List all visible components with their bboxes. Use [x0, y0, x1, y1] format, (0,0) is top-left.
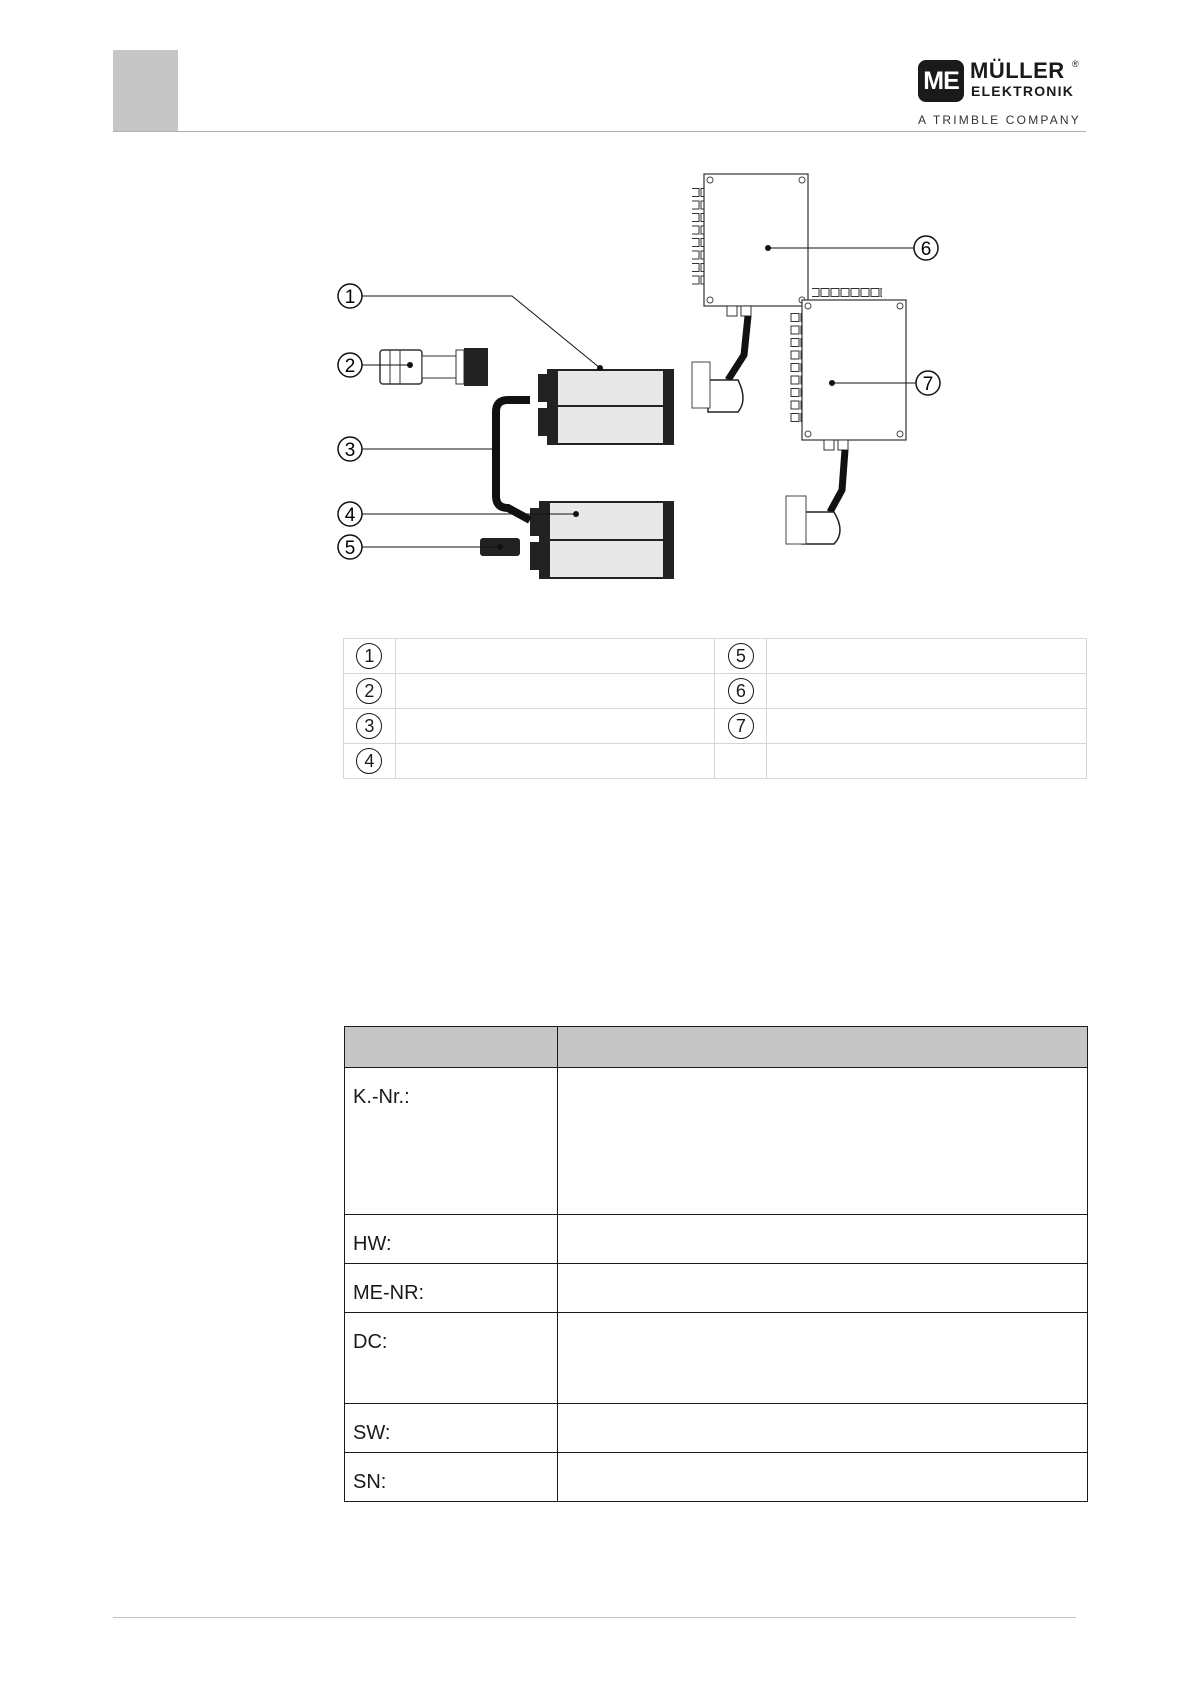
callout-5-label: 5 [344, 538, 356, 559]
junction-box-7 [786, 288, 906, 544]
callout-2-label: 2 [344, 356, 356, 377]
type-plate-label: ME-NR: [345, 1264, 558, 1313]
legend-text [767, 744, 1087, 779]
legend-row [344, 639, 1087, 674]
type-plate-row [345, 1215, 1088, 1264]
chapter-tab [113, 50, 178, 132]
logo-subtitle: ELEKTRONIK [971, 83, 1074, 99]
legend-number: 6 [728, 678, 754, 704]
callout-4-label: 4 [344, 505, 356, 526]
legend-number: 7 [728, 713, 754, 739]
logo-mark: ME [918, 60, 964, 102]
type-plate-row [345, 1313, 1088, 1404]
type-plate-label: HW: [345, 1215, 558, 1264]
legend-text [395, 674, 715, 709]
footer-rule [113, 1617, 1076, 1618]
legend-text [767, 709, 1087, 744]
legend-empty-cell [715, 744, 767, 779]
job-computer-upper [538, 370, 673, 444]
logo-tagline: A TRIMBLE COMPANY [918, 113, 1081, 127]
legend-row [344, 744, 1087, 779]
type-plate-value [558, 1264, 1088, 1313]
legend-text [395, 639, 715, 674]
type-plate-label: DC: [345, 1313, 558, 1404]
type-plate-row [345, 1453, 1088, 1502]
type-plate-row [345, 1264, 1088, 1313]
type-plate-value [558, 1313, 1088, 1404]
legend-text [767, 639, 1087, 674]
type-plate-label: K.-Nr.: [345, 1068, 558, 1215]
legend-number: 5 [728, 643, 754, 669]
legend-number: 2 [356, 678, 382, 704]
type-plate-value [558, 1215, 1088, 1264]
type-plate-value [558, 1453, 1088, 1502]
legend-number: 4 [356, 748, 382, 774]
job-computer-lower [530, 502, 673, 578]
type-plate-label: SW: [345, 1404, 558, 1453]
callout-6-label: 6 [920, 239, 932, 260]
legend-table [343, 638, 1087, 779]
legend-number: 3 [356, 713, 382, 739]
callout-3 [338, 437, 499, 461]
type-plate-row [345, 1404, 1088, 1453]
isobus-plug [380, 348, 488, 386]
system-diagram [330, 150, 960, 610]
type-plate-header [345, 1027, 1088, 1068]
callout-7-label: 7 [922, 374, 934, 395]
header-rule [113, 131, 1086, 132]
callout-3-label: 3 [344, 440, 356, 461]
type-plate-header-cell [345, 1027, 558, 1068]
type-plate-table [344, 1026, 1088, 1502]
logo-name: MÜLLER [970, 58, 1065, 83]
legend-row [344, 709, 1087, 744]
legend-number: 1 [356, 643, 382, 669]
legend-text [395, 744, 715, 779]
legend-text [767, 674, 1087, 709]
type-plate-value [558, 1068, 1088, 1215]
type-plate-value [558, 1404, 1088, 1453]
company-logo [918, 58, 1088, 130]
legend-row [344, 674, 1087, 709]
legend-text [395, 709, 715, 744]
callout-5 [338, 535, 503, 559]
logo-registered: ® [1072, 59, 1079, 69]
type-plate-row [345, 1068, 1088, 1215]
type-plate-header-cell [558, 1027, 1088, 1068]
callout-1-label: 1 [344, 287, 356, 308]
type-plate-label: SN: [345, 1453, 558, 1502]
